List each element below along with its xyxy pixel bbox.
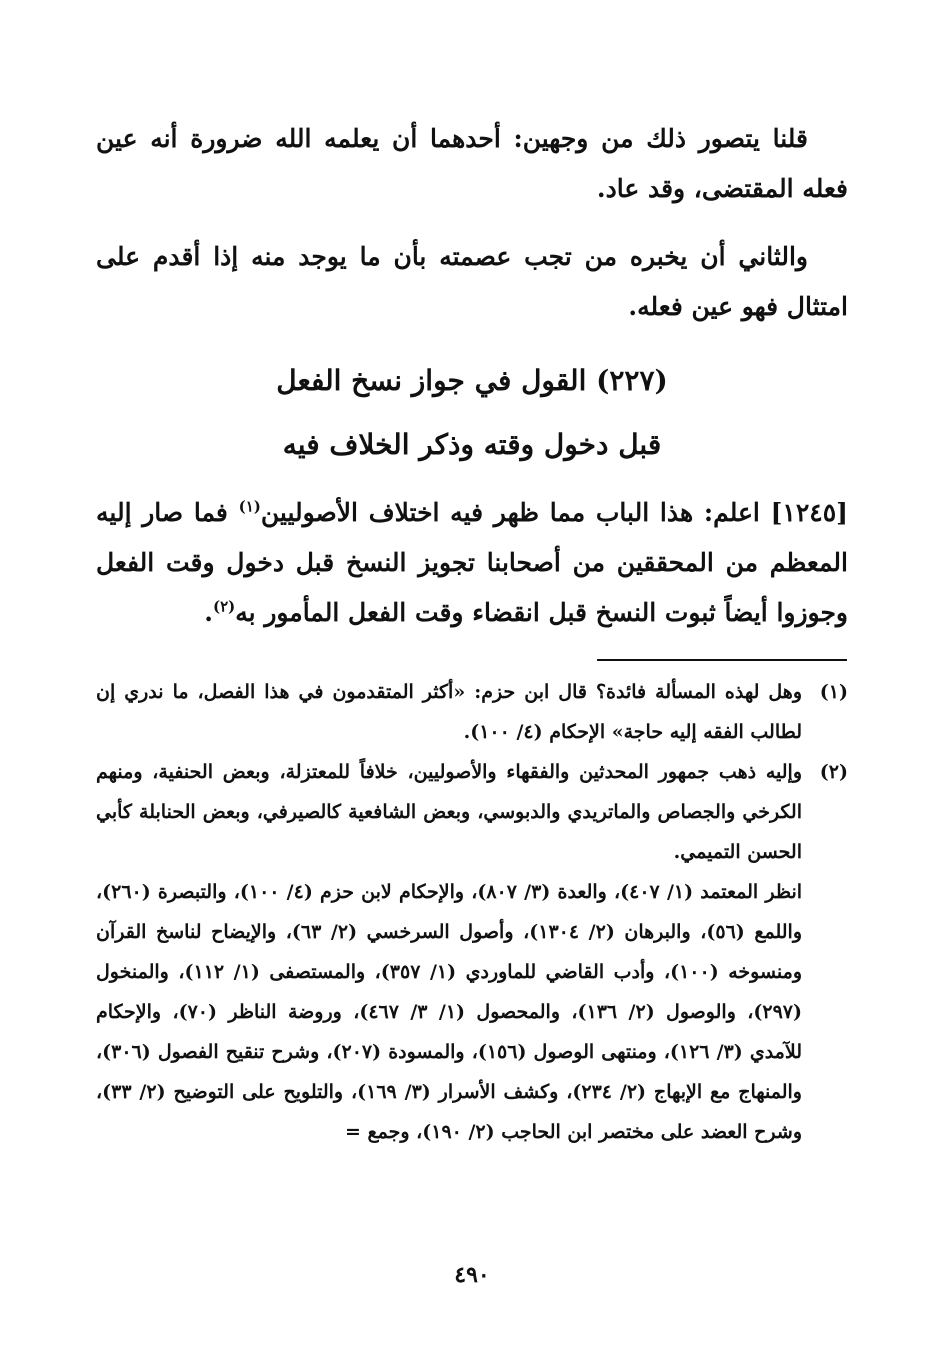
footnote-ref-2: (٢) bbox=[212, 597, 236, 616]
footnote-2-references: انظر المعتمد (١/ ٤٠٧)، والعدة (٣/ ٨٠٧)، والإحكام لابن حزم (٤/ ١٠٠)، والتبصرة (٢٦٠)، واللمع (٥٦)، والبرهان (٢/ ١٣٠٤)، وأصول السرخسي (٢/ ٦٣)، والإيضاح لناسخ القرآن ومنسوخه (١٠٠)، وأدب القاضي للماوردي (١/ ٣٥٧)، والمستصفى (١/ ١١٢)، والمنخول (٢٩٧)، والوصول (٢/ ١٣٦)، والمحصول (١/ ٣/ ٤٦٧)، وروضة الناظر (٧٠)، والإحكام للآمدي (٣/ ١٢٦)، ومنتهى الوصول (١٥٦)، والمسودة (٢٠٧)، وشرح تنقيح الفصول (٣٠٦)، والمنهاج مع الإبهاج (٢/ ٢٣٤)، وكشف الأسرار (٣/ ١٦٩)، والتلويح على التوضيح (٢/ ٣٣)، وشرح العضد على مختصر ابن الحاجب (٢/ ١٩٠)، وجمع = bbox=[96, 881, 803, 1143]
section-text-a: اعلم: هذا الباب مما ظهر فيه اختلاف الأصوليين bbox=[260, 498, 760, 527]
paragraph-second: والثاني أن يخبره من تجب عصمته بأن ما يوجد منه إذا أقدم على امتثال فهو عين فعله. bbox=[96, 242, 848, 321]
footnote-1-text: وهل لهذه المسألة فائدة؟ قال ابن حزم: «أكثر المتقدمون في هذا الفصل، ما ندري إن لطالب الفقه إليه حاجة» الإحكام (٤/ ١٠٠). bbox=[96, 681, 802, 743]
footnote-ref-1: (١) bbox=[238, 497, 261, 516]
footnotes bbox=[96, 672, 848, 1152]
section-heading-line1: (٢٢٧) القول في جواز نسخ الفعل bbox=[276, 364, 668, 397]
section-heading-line2: قبل دخول وقته وذكر الخلاف فيه bbox=[282, 428, 662, 461]
footnote-divider bbox=[597, 659, 847, 661]
footnote-2-number: (٢) bbox=[819, 761, 848, 783]
footnote-1 bbox=[96, 672, 848, 752]
footnote-2 bbox=[96, 752, 848, 1152]
section-number: [١٢٤٥] bbox=[770, 498, 848, 527]
section-text-b: فما صار إليه المعظم من المحققين من أصحابنا تجويز النسخ قبل دخول وقت الفعل وجوزوا أيضاً ثبوت النسخ قبل انقضاء وقت الفعل المأمور به bbox=[96, 498, 848, 627]
paragraph-first: قلنا يتصور ذلك من وجهين: أحدهما أن يعلمه الله ضرورة أنه عين فعله المقتضى، وقد عاد. bbox=[96, 124, 848, 203]
section-text-end: . bbox=[204, 598, 213, 627]
footnote-1-number: (١) bbox=[819, 681, 848, 703]
page-number: ٤٩٠ bbox=[454, 1262, 490, 1288]
footnote-2-text: وإليه ذهب جمهور المحدثين والفقهاء والأصوليين، خلافاً للمعتزلة، وبعض الحنفية، ومنهم الكرخي والجصاص والماتريدي والدبوسي، وبعض الشافعية كالصيرفي، وبعض الحنابلة كأبي الحسن التميمي. bbox=[96, 761, 802, 863]
paragraph-section bbox=[96, 488, 848, 638]
